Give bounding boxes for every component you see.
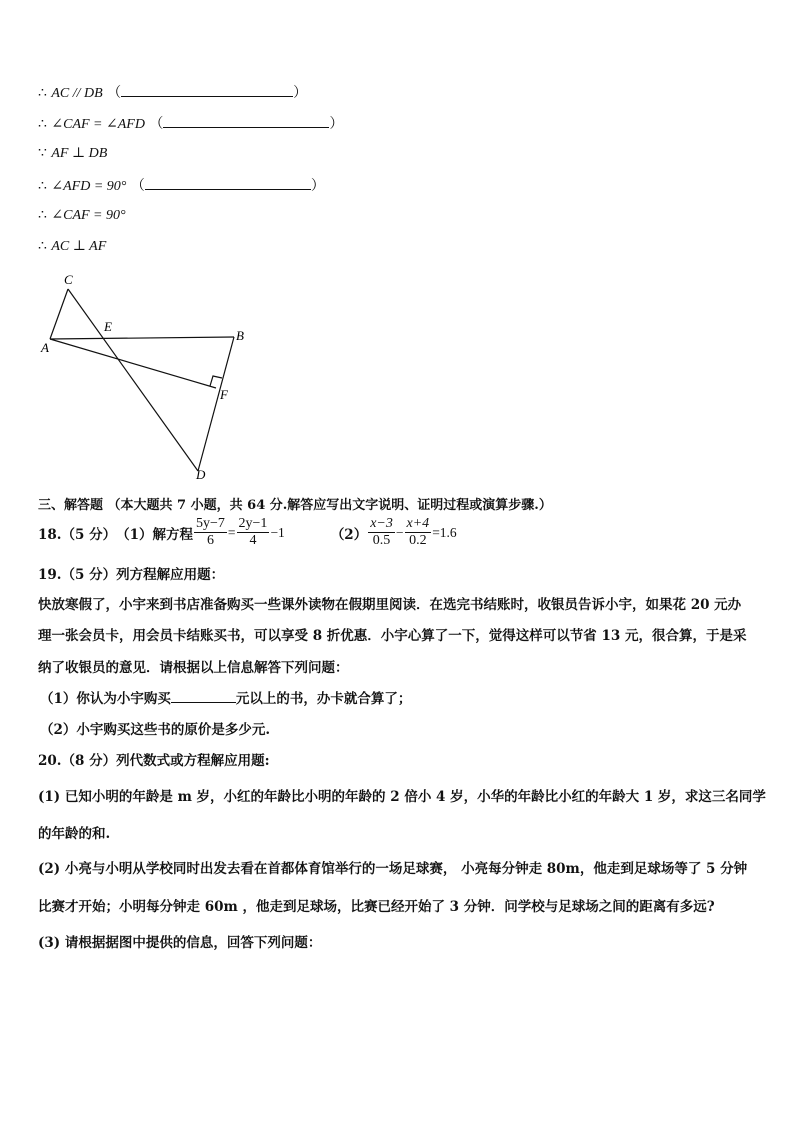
label-a: A: [41, 340, 49, 355]
segment-ac: [50, 289, 68, 339]
fraction-1: [194, 516, 227, 549]
q19-subquestion-1: [40, 687, 411, 707]
q20-subquestion-2-line: (2) 小亮与小明从学校同时出发去看在首都体育馆举行的一场足球赛， 小亮每分钟走 80m，他走到足球场等了 5 分钟: [38, 861, 748, 877]
therefore-symbol: ∴: [38, 238, 47, 254]
proof-statement: ∠AFD = 90°: [51, 179, 127, 194]
q20-subquestion-3-line: (3) 请根据据图中提供的信息，回答下列问题：: [38, 935, 322, 951]
equation-tail: =1.6: [432, 524, 457, 540]
q20-subquestion-1-line: (1) 已知小明的年龄是 m 岁，小红的年龄比小明的年龄的 2 倍小 4 岁，小华的年龄比小红的年龄大 1 岁，求这三名同学: [38, 789, 766, 805]
label-b: B: [236, 328, 244, 343]
q19-subquestion-2: （2）小宇购买这些书的原价是多少元.: [40, 722, 271, 738]
q19-paragraph-line: 纳了收银员的意见．请根据以上信息解答下列问题：: [38, 660, 349, 676]
numerator: 5y−7: [196, 516, 225, 531]
segment-cd: [68, 289, 198, 471]
segment-ab: [50, 337, 234, 339]
right-angle-mark: [210, 376, 222, 386]
section-heading: 三、解答题 （本大题共 7 小题，共 64 分.解答应写出文字说明、证明过程或演算步骤.）: [38, 498, 552, 513]
label-d: D: [196, 467, 206, 482]
therefore-symbol: ∴: [38, 178, 47, 194]
therefore-symbol: ∴: [38, 207, 47, 223]
proof-line-3: [38, 145, 107, 162]
question-19-title: 19.（5 分）列方程解应用题：: [38, 567, 225, 583]
numerator: x−3: [370, 516, 393, 531]
denominator: 4: [249, 533, 257, 548]
part-2-label: （2）: [330, 526, 368, 543]
fraction-3: [368, 516, 395, 549]
label-e: E: [104, 319, 112, 334]
proof-statement: AC ⊥ AF: [51, 239, 107, 254]
proof-statement: ∠CAF = 90°: [51, 208, 126, 223]
answer-blank[interactable]: [171, 689, 236, 703]
fraction-2: [237, 516, 270, 549]
answer-blank[interactable]: [121, 83, 293, 97]
answer-blank[interactable]: [145, 176, 311, 190]
therefore-symbol: ∴: [38, 85, 47, 101]
denominator: 6: [206, 533, 214, 548]
subquestion-text: 元以上的书，办卡就合算了；: [235, 691, 412, 707]
denominator: 0.5: [372, 533, 391, 548]
paren-close: ）: [293, 85, 308, 101]
minus-sign: −: [395, 524, 404, 540]
proof-line-4: [38, 175, 325, 195]
q20-subquestion-2-line: 比赛才开始；小明每分钟走 60m ，他走到足球场，比赛已经开始了 3 分钟．问学校与足球场之间的距离有多远?: [38, 899, 715, 915]
label-c: C: [64, 272, 73, 287]
paren-close: ）: [329, 116, 344, 132]
q19-paragraph-line: 快放寒假了，小宇来到书店准备购买一些课外读物在假期里阅读．在选完书结账时，收银员告诉小宇，如果花 20 元办: [38, 597, 742, 613]
paren-open: （: [107, 85, 122, 101]
paren-open: （: [130, 178, 145, 194]
answer-blank[interactable]: [163, 114, 329, 128]
paren-open: （: [149, 116, 164, 132]
numerator: 2y−1: [238, 516, 268, 531]
q20-subquestion-1-line: 的年龄的和.: [38, 826, 111, 842]
question-18: [38, 516, 457, 549]
fraction-4: [405, 516, 432, 549]
geometry-figure: [30, 268, 260, 483]
proof-line-2: [38, 113, 343, 133]
proof-statement: AF ⊥ DB: [51, 146, 108, 161]
equals-sign: =: [227, 524, 236, 540]
proof-line-1: [38, 82, 307, 102]
proof-line-6: [38, 238, 106, 255]
therefore-symbol: ∴: [38, 116, 47, 132]
equation-tail: −1: [270, 524, 285, 540]
part-1-label: （1）解方程: [116, 526, 193, 543]
segment-bd: [198, 337, 234, 471]
numerator: x+4: [406, 516, 430, 531]
question-number: 18.（5 分）: [38, 526, 117, 543]
proof-line-5: [38, 207, 126, 224]
label-f: F: [220, 387, 228, 402]
subquestion-text: （1）你认为小宇购买: [40, 691, 171, 707]
because-symbol: ∵: [38, 145, 47, 161]
proof-statement: AC // DB: [51, 86, 103, 101]
denominator: 0.2: [409, 533, 427, 548]
q19-paragraph-line: 理一张会员卡，用会员卡结账买书，可以享受 8 折优惠．小宇心算了一下，觉得这样可以节省 13 元，很合算，于是采: [38, 628, 747, 644]
question-20-title: 20.（8 分）列代数式或方程解应用题:: [38, 753, 270, 769]
paren-close: ）: [310, 178, 325, 194]
proof-statement: ∠CAF = ∠AFD: [51, 117, 145, 132]
